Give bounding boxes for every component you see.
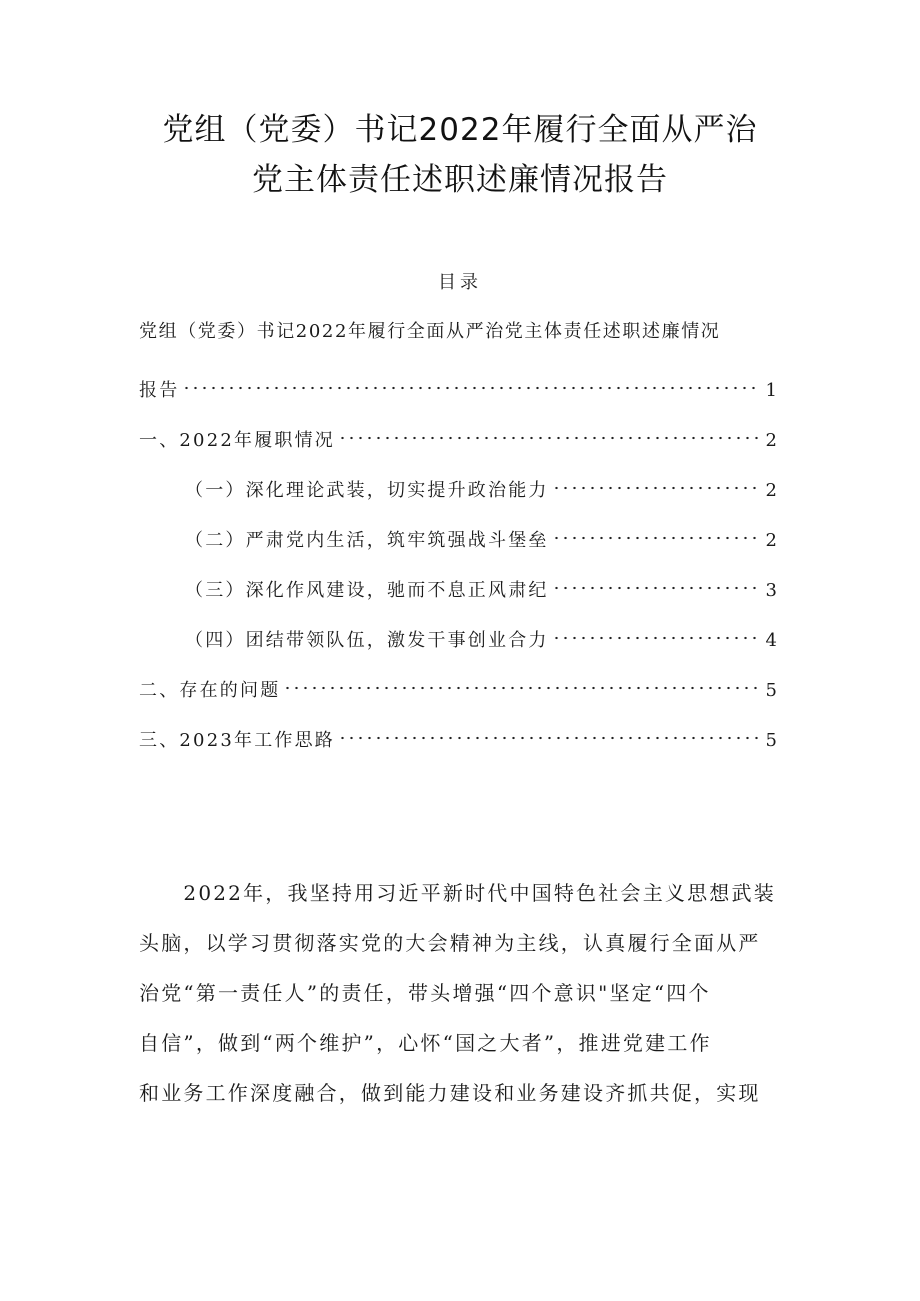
toc-entry-text: （二）严肃党内生活，筑牢筑强战斗堡垒 (185, 530, 549, 551)
toc-heading: 目录 (438, 272, 482, 293)
toc-entry-2[interactable] (139, 418, 777, 451)
document-title-line-2: 党主体责任述职述廉情况报告 (252, 162, 668, 198)
toc-page-number: 2 (765, 430, 777, 451)
toc-entry-text: （三）深化作风建设，驰而不息正风肃纪 (185, 580, 549, 601)
toc-leader-dots (552, 568, 760, 596)
toc-leader-dots (182, 368, 760, 396)
toc-page-number: 2 (765, 530, 777, 551)
toc-leader-dots (338, 418, 760, 446)
toc-leader-dots (552, 518, 760, 546)
body-paragraph-line-1: 2022年，我坚持用习近平新时代中国特色社会主义思想武装 (139, 881, 776, 905)
toc-page-number: 4 (765, 630, 777, 651)
toc-entry-text: 一、2022年履职情况 (139, 430, 336, 451)
body-paragraph-line-3: 治党“第一责任人”的责任，带头增强“四个意识"坚定“四个 (139, 981, 711, 1005)
toc-entry-1[interactable] (139, 368, 777, 401)
toc-entry-text: （一）深化理论武装，切实提升政治能力 (185, 480, 549, 501)
toc-page-number: 5 (765, 680, 777, 701)
toc-leader-dots (552, 468, 760, 496)
toc-page-number: 3 (765, 580, 777, 601)
toc-entry-7[interactable] (139, 668, 777, 701)
toc-entry-6[interactable] (185, 618, 777, 651)
toc-entry-text: （四）团结带领队伍，激发干事创业合力 (185, 630, 549, 651)
toc-entry-1-line-1[interactable]: 党组（党委）书记2022年履行全面从严治党主体责任述职述廉情况 (139, 321, 721, 342)
toc-entry-4[interactable] (185, 518, 777, 551)
toc-entry-text: 三、2023年工作思路 (139, 730, 336, 751)
toc-leader-dots (552, 618, 760, 646)
body-paragraph-line-4: 自信”，做到“两个维护”，心怀“国之大者”，推进党建工作 (139, 1031, 712, 1055)
toc-entry-text: 报告 (139, 380, 180, 401)
toc-page-number: 2 (765, 480, 777, 501)
toc-entry-3[interactable] (185, 468, 777, 501)
toc-leader-dots (338, 718, 760, 746)
toc-entry-5[interactable] (185, 568, 777, 601)
toc-entry-text: 二、存在的问题 (139, 680, 281, 701)
toc-entry-8[interactable] (139, 718, 777, 751)
body-paragraph-line-5: 和业务工作深度融合，做到能力建设和业务建设齐抓共促，实现 (139, 1081, 761, 1105)
document-title-line-1: 党组（党委）书记2022年履行全面从严治 (162, 112, 758, 148)
toc-page-number: 5 (765, 730, 777, 751)
toc-leader-dots (283, 668, 760, 696)
body-paragraph-line-2: 头脑，以学习贯彻落实党的大会精神为主线，认真履行全面从严 (139, 931, 761, 955)
toc-page-number: 1 (765, 380, 777, 401)
